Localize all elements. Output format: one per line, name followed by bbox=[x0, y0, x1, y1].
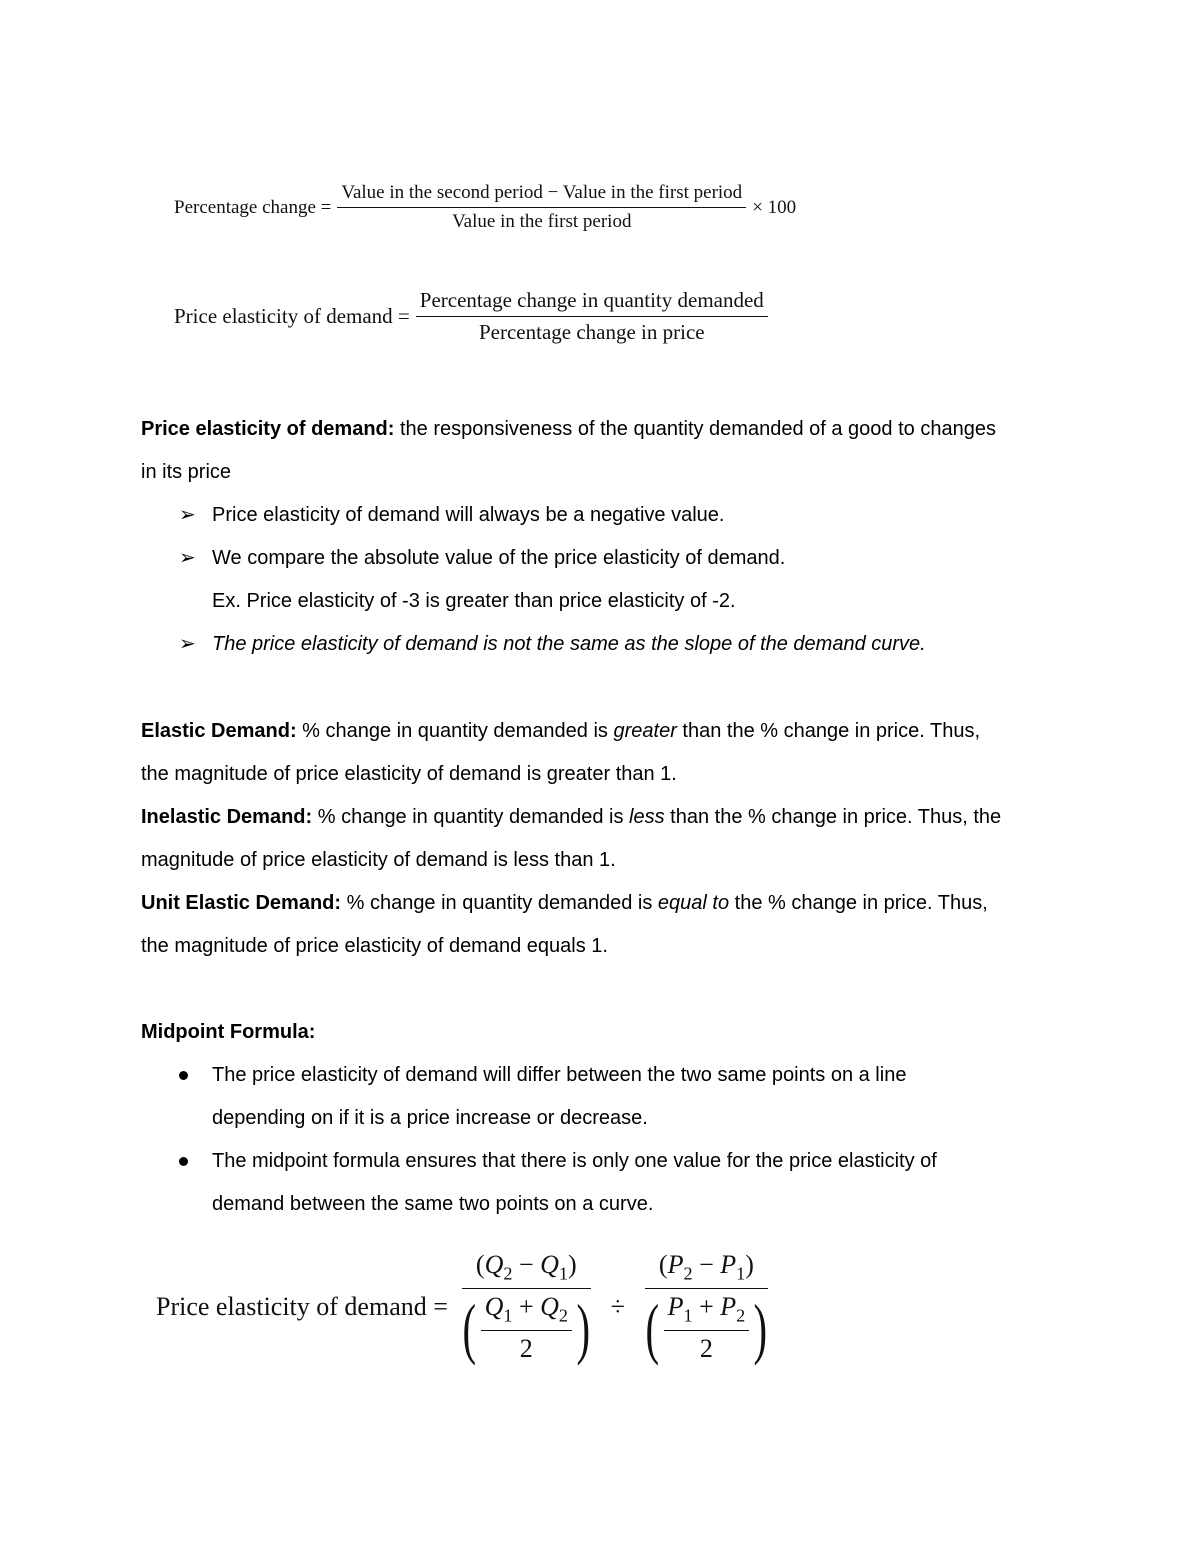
price-denominator bbox=[637, 1289, 776, 1367]
price-average bbox=[664, 1292, 750, 1363]
unit-elastic-term: Unit Elastic Demand: bbox=[141, 892, 342, 914]
arrow-bullet-icon: ➢ bbox=[179, 633, 196, 655]
var: P bbox=[667, 1292, 684, 1322]
definition-line bbox=[141, 408, 1071, 451]
unit-elastic-text: the % change in price. Thus, bbox=[729, 892, 988, 914]
dot-bullet-item bbox=[141, 1140, 1071, 1183]
operator: + bbox=[518, 1292, 534, 1322]
operator: + bbox=[699, 1292, 714, 1322]
definition-term: Price elasticity of demand: bbox=[141, 418, 395, 440]
example-line: Ex. Price elasticity of -3 is greater than price elasticity of -2. bbox=[212, 590, 736, 612]
formula-fraction bbox=[337, 182, 746, 233]
bullet-text: The price elasticity of demand is not the same as the slope of the demand curve. bbox=[212, 633, 926, 655]
operator: − bbox=[518, 1250, 534, 1279]
big-paren: ) bbox=[576, 1290, 591, 1367]
var: Q bbox=[484, 1250, 504, 1279]
big-paren: ( bbox=[645, 1290, 660, 1367]
subscript: 1 bbox=[736, 1263, 746, 1284]
formula-lhs: Price elasticity of demand = bbox=[174, 304, 410, 328]
divisor: 2 bbox=[519, 1333, 533, 1363]
subscript: 2 bbox=[736, 1305, 746, 1326]
var: P bbox=[720, 1250, 737, 1279]
big-paren: ( bbox=[462, 1290, 477, 1367]
definition-line: in its price bbox=[141, 461, 232, 483]
elastic-line bbox=[141, 710, 1071, 753]
elastic-line2: the magnitude of price elasticity of demand is greater than 1. bbox=[141, 763, 677, 785]
var: Q bbox=[484, 1292, 504, 1322]
midpoint-heading: Midpoint Formula: bbox=[141, 1021, 316, 1043]
bullet-dot-icon bbox=[179, 1157, 188, 1166]
bullet-continuation: demand between the same two points on a curve. bbox=[212, 1193, 654, 1215]
paren: ) bbox=[567, 1250, 577, 1279]
sum bbox=[664, 1292, 750, 1330]
paren: ( bbox=[475, 1250, 485, 1279]
bullet-text: The midpoint formula ensures that there is only one value for the price elasticity of bbox=[212, 1150, 937, 1172]
quantity-fraction bbox=[454, 1250, 599, 1367]
arrow-bullet-icon: ➢ bbox=[179, 504, 196, 526]
formula-denominator: Value in the first period bbox=[452, 211, 632, 232]
sum bbox=[481, 1292, 572, 1330]
definition-text: the responsiveness of the quantity demanded of a good to changes bbox=[394, 418, 996, 440]
price-numerator bbox=[645, 1250, 768, 1289]
inelastic-term: Inelastic Demand: bbox=[141, 806, 313, 828]
bullet-text: The price elasticity of demand will differ between the two same points on a line bbox=[212, 1064, 907, 1086]
formula-multiplier: × 100 bbox=[752, 196, 797, 218]
inelastic-line2: magnitude of price elasticity of demand is less than 1. bbox=[141, 849, 616, 871]
subscript: 1 bbox=[683, 1305, 693, 1326]
elastic-text: % change in quantity demanded is bbox=[296, 720, 614, 742]
unit-elastic-text: % change in quantity demanded is bbox=[341, 892, 658, 914]
bullet-text: We compare the absolute value of the price elasticity of demand. bbox=[212, 547, 786, 569]
definition-block bbox=[141, 408, 1071, 666]
midpoint-heading-line bbox=[141, 1011, 1071, 1054]
dot-bullet-item bbox=[141, 1054, 1071, 1097]
bullet-dot-icon bbox=[179, 1071, 188, 1080]
bullet-text: Price elasticity of demand will always be a negative value. bbox=[212, 504, 725, 526]
unit-elastic-emphasis: equal to bbox=[657, 892, 730, 914]
operator: − bbox=[699, 1250, 714, 1279]
inelastic-emphasis: less bbox=[629, 806, 665, 828]
formula-denominator: Percentage change in price bbox=[478, 320, 705, 344]
inelastic-text: than the % change in price. Thus, the bbox=[664, 806, 1002, 828]
arrow-bullet-icon: ➢ bbox=[179, 547, 196, 569]
paren: ( bbox=[658, 1250, 668, 1279]
var: Q bbox=[540, 1250, 559, 1279]
percentage-change-formula bbox=[174, 182, 802, 233]
subscript: 1 bbox=[558, 1263, 568, 1284]
inelastic-line bbox=[141, 796, 1071, 839]
midpoint-block bbox=[141, 1011, 1071, 1226]
big-paren: ) bbox=[753, 1290, 768, 1367]
divide-operator: ÷ bbox=[610, 1291, 625, 1321]
formula-fraction bbox=[416, 288, 768, 345]
price-elasticity-formula bbox=[174, 288, 768, 345]
subscript: 1 bbox=[503, 1305, 513, 1326]
elasticity-types-block bbox=[141, 710, 1071, 968]
paren: ) bbox=[745, 1250, 754, 1279]
price-fraction bbox=[637, 1250, 776, 1367]
subscript: 2 bbox=[503, 1263, 513, 1284]
formula-lhs: Price elasticity of demand = bbox=[156, 1291, 448, 1321]
var: P bbox=[667, 1250, 684, 1279]
unit-elastic-line bbox=[141, 882, 1071, 925]
quantity-denominator bbox=[454, 1289, 599, 1367]
bullet-continuation: depending on if it is a price increase or decrease. bbox=[212, 1107, 648, 1129]
elastic-emphasis: greater bbox=[613, 720, 677, 742]
midpoint-formula bbox=[156, 1250, 776, 1367]
unit-elastic-line2: the magnitude of price elasticity of demand equals 1. bbox=[141, 935, 608, 957]
elastic-term: Elastic Demand: bbox=[141, 720, 297, 742]
var: Q bbox=[540, 1292, 559, 1322]
inelastic-text: % change in quantity demanded is bbox=[312, 806, 630, 828]
formula-lhs: Percentage change = bbox=[174, 196, 332, 218]
quantity-numerator bbox=[462, 1250, 591, 1289]
arrow-bullet-item bbox=[141, 494, 1071, 537]
arrow-bullet-item bbox=[141, 537, 1071, 580]
formula-numerator: Percentage change in quantity demanded bbox=[416, 288, 768, 317]
subscript: 2 bbox=[683, 1263, 693, 1284]
divisor: 2 bbox=[699, 1333, 713, 1363]
var: P bbox=[720, 1292, 737, 1322]
arrow-bullet-item bbox=[141, 623, 1071, 666]
formula-numerator: Value in the second period − Value in the first period bbox=[337, 182, 746, 208]
elastic-text: than the % change in price. Thus, bbox=[676, 720, 981, 742]
subscript: 2 bbox=[558, 1305, 568, 1326]
quantity-average bbox=[481, 1292, 572, 1363]
